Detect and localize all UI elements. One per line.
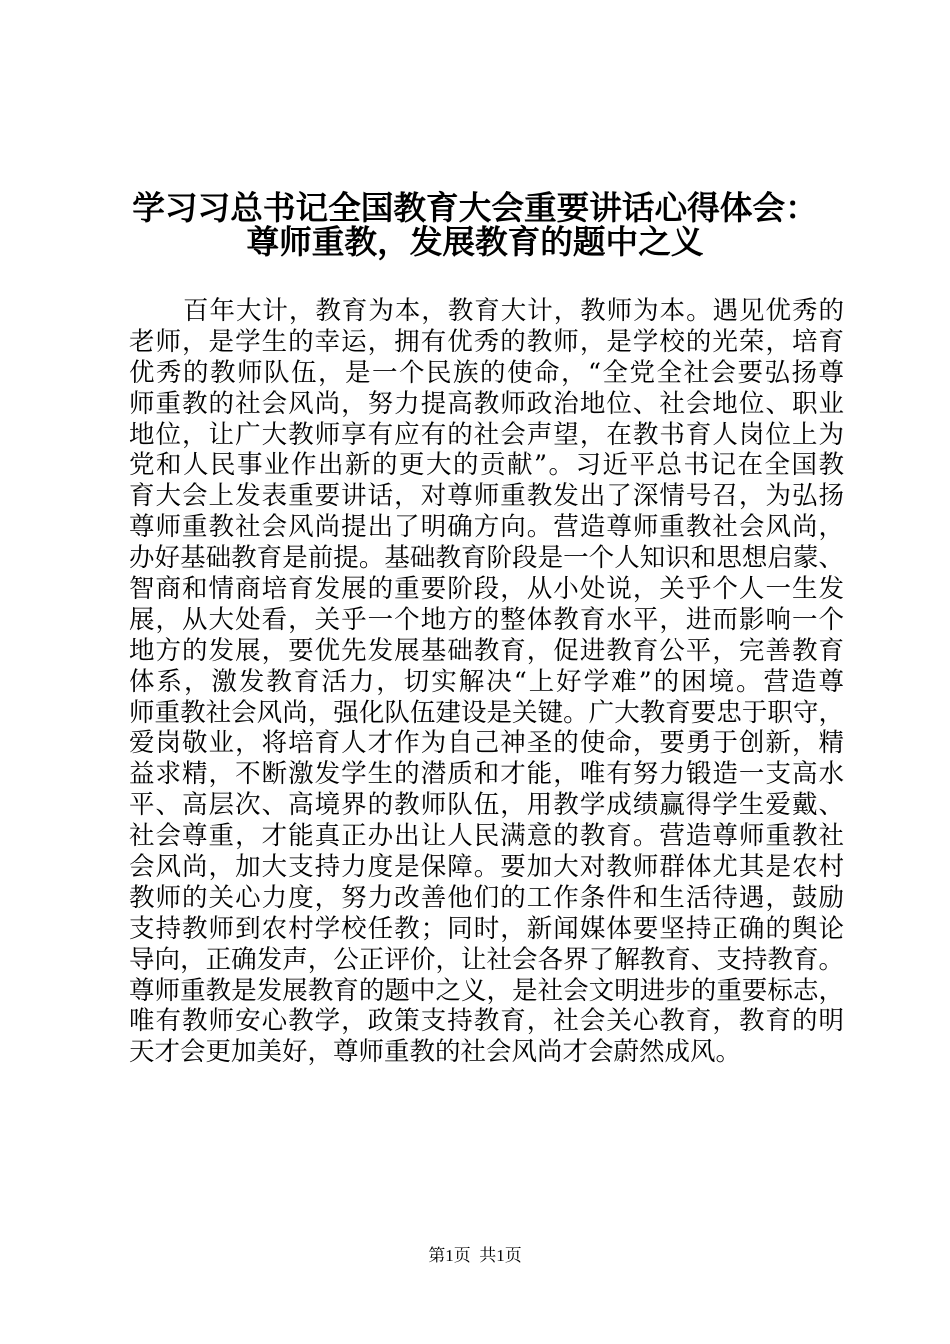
body-line: 育大会上发表重要讲话，对尊师重教发出了深情号召，为弘扬 xyxy=(129,481,844,512)
body-line: 支持教师到农村学校任教；同时，新闻媒体要坚持正确的舆论 xyxy=(129,913,844,944)
body-line: 教师的关心力度，努力改善他们的工作条件和生活待遇，鼓励 xyxy=(129,882,844,913)
document-body xyxy=(129,296,844,1068)
body-line: 尊师重教社会风尚提出了明确方向。营造尊师重教社会风尚， xyxy=(129,512,844,543)
body-line: 智商和情商培育发展的重要阶段，从小处说，关乎个人一生发 xyxy=(129,574,844,605)
body-line: 优秀的教师队伍，是一个民族的使命，“全党全社会要弘扬尊 xyxy=(129,357,844,388)
body-line: 导向，正确发声，公正评价，让社会各界了解教育、支持教育。 xyxy=(129,944,844,975)
body-line: 师重教社会风尚，强化队伍建设是关键。广大教育要忠于职守， xyxy=(129,697,844,728)
body-line: 爱岗敬业，将培育人才作为自己神圣的使命，要勇于创新，精 xyxy=(129,728,844,759)
body-line: 百年大计，教育为本，教育大计，教师为本。遇见优秀的 xyxy=(183,296,844,326)
body-line: 社会尊重，才能真正办出让人民满意的教育。营造尊师重教社 xyxy=(129,821,844,852)
body-line: 体系，激发教育活力，切实解决“上好学难”的困境。营造尊 xyxy=(129,666,844,697)
body-line: 党和人民事业作出新的更大的贡献”。习近平总书记在全国教 xyxy=(129,450,844,481)
document-title-line-2: 尊师重教，发展教育的题中之义 xyxy=(246,222,704,261)
body-line: 平、高层次、高境界的教师队伍，用教学成绩赢得学生爱戴、 xyxy=(129,790,844,821)
body-line: 会风尚，加大支持力度是保障。要加大对教师群体尤其是农村 xyxy=(129,852,844,883)
body-line: 老师，是学生的幸运，拥有优秀的教师，是学校的光荣，培育 xyxy=(129,326,844,357)
document-title-line-1: 学习习总书记全国教育大会重要讲话心得体会： xyxy=(132,188,818,227)
body-line: 尊师重教是发展教育的题中之义，是社会文明进步的重要标志， xyxy=(129,975,844,1006)
body-line: 地位，让广大教师享有应有的社会声望，在教书育人岗位上为 xyxy=(129,419,844,450)
page-number-footer: 第1页 共1页 xyxy=(428,1246,522,1265)
body-line: 办好基础教育是前提。基础教育阶段是一个人知识和思想启蒙、 xyxy=(129,543,844,574)
body-line: 地方的发展，要优先发展基础教育，促进教育公平，完善教育 xyxy=(129,635,844,666)
body-line: 益求精，不断激发学生的潜质和才能，唯有努力锻造一支高水 xyxy=(129,759,844,790)
body-line: 展，从大处看，关乎一个地方的整体教育水平，进而影响一个 xyxy=(129,604,844,635)
body-line: 唯有教师安心教学，政策支持教育，社会关心教育，教育的明 xyxy=(129,1006,844,1037)
body-line: 师重教的社会风尚，努力提高教师政治地位、社会地位、职业 xyxy=(129,388,844,419)
body-line: 天才会更加美好，尊师重教的社会风尚才会蔚然成风。 xyxy=(129,1037,742,1068)
